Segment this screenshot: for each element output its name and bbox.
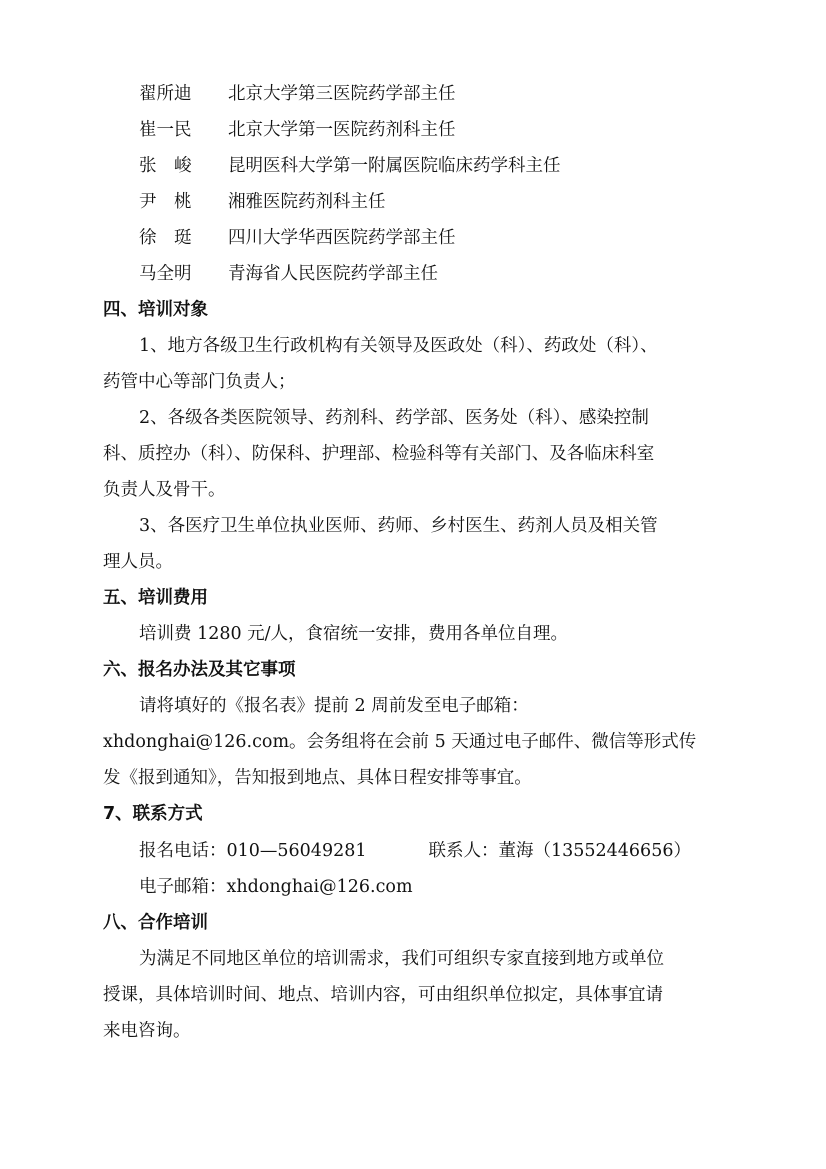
expert-name: 马全明 bbox=[139, 264, 192, 284]
section-heading-contact: 7、联系方式 bbox=[103, 804, 203, 824]
expert-name: 崔一民 bbox=[139, 120, 192, 140]
contact-email: 电子邮箱：xhdonghai@126.com bbox=[139, 877, 413, 897]
paragraph-line: 为满足不同地区单位的培训需求，我们可组织专家直接到地方或单位 bbox=[139, 949, 664, 969]
expert-name: 尹 桃 bbox=[139, 192, 192, 212]
paragraph-line: 2、各级各类医院领导、药剂科、药学部、医务处（科）、感染控制 bbox=[139, 408, 649, 428]
section-heading-training-targets: 四、培训对象 bbox=[103, 300, 208, 320]
registration-phone: 报名电话：010—56049281 bbox=[139, 841, 367, 861]
expert-title: 湘雅医院药剂科主任 bbox=[228, 192, 386, 212]
section-heading-registration: 六、报名办法及其它事项 bbox=[103, 660, 296, 680]
paragraph-line: xhdonghai@126.com。会务组将在会前 5 天通过电子邮件、微信等形式传 bbox=[103, 732, 697, 752]
expert-title: 北京大学第三医院药学部主任 bbox=[228, 84, 456, 104]
expert-title: 四川大学华西医院药学部主任 bbox=[228, 228, 456, 248]
expert-name: 张 峻 bbox=[139, 156, 192, 176]
expert-title: 青海省人民医院药学部主任 bbox=[228, 264, 438, 284]
paragraph-line: 培训费 1280 元/人，食宿统一安排，费用各单位自理。 bbox=[139, 624, 569, 644]
paragraph-line: 1、地方各级卫生行政机构有关领导及医政处（科）、药政处（科）、 bbox=[139, 336, 658, 356]
paragraph-line: 来电咨询。 bbox=[103, 1021, 191, 1041]
paragraph-line: 3、各医疗卫生单位执业医师、药师、乡村医生、药剂人员及相关管 bbox=[139, 516, 658, 536]
contact-person: 联系人：董海（13552446656） bbox=[428, 841, 691, 861]
expert-name: 徐 珽 bbox=[139, 228, 192, 248]
paragraph-line: 请将填好的《报名表》提前 2 周前发至电子邮箱： bbox=[139, 696, 529, 716]
paragraph-line: 科、质控办（科）、防保科、护理部、检验科等有关部门、及各临床科室 bbox=[103, 444, 655, 464]
paragraph-line: 理人员。 bbox=[103, 552, 173, 572]
paragraph-line: 授课，具体培训时间、地点、培训内容，可由组织单位拟定，具体事宜请 bbox=[103, 985, 663, 1005]
section-heading-cooperative-training: 八、合作培训 bbox=[103, 913, 208, 933]
expert-title: 昆明医科大学第一附属医院临床药学科主任 bbox=[228, 156, 561, 176]
paragraph-line: 药管中心等部门负责人； bbox=[103, 372, 296, 392]
paragraph-line: 发《报到通知》，告知报到地点、具体日程安排等事宜。 bbox=[103, 768, 532, 788]
paragraph-line: 负责人及骨干。 bbox=[103, 480, 226, 500]
expert-name: 翟所迪 bbox=[139, 84, 192, 104]
expert-title: 北京大学第一医院药剂科主任 bbox=[228, 120, 456, 140]
contact-line bbox=[139, 839, 691, 863]
section-heading-training-fees: 五、培训费用 bbox=[103, 588, 208, 608]
